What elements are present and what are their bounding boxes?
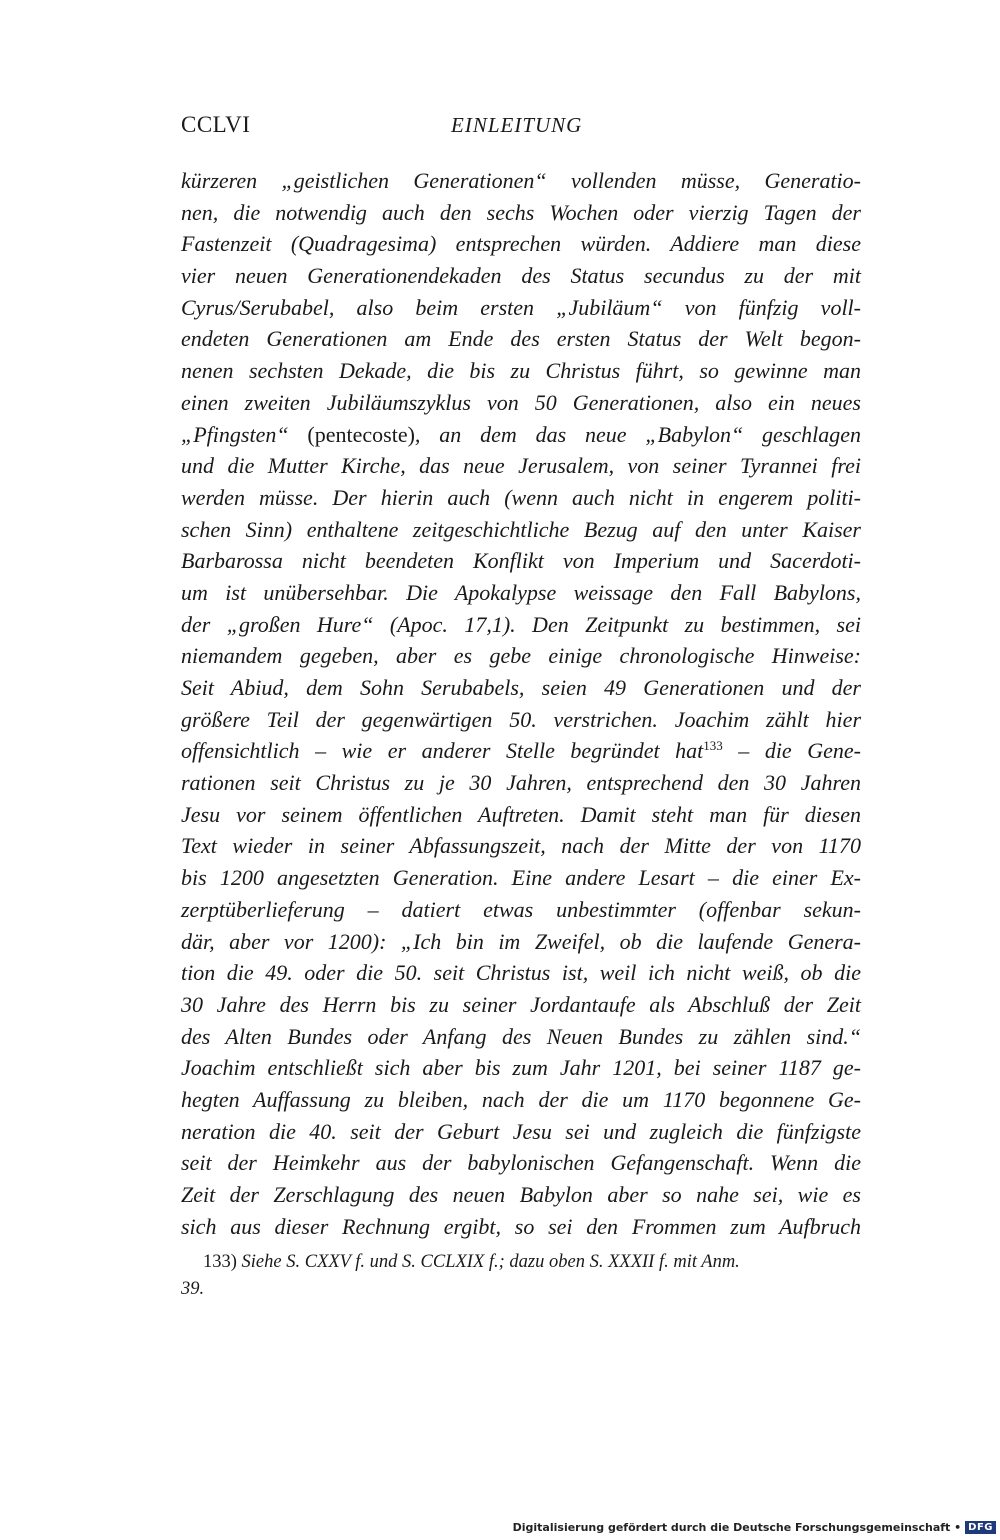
text-line: Jesu vor seinem öffentlichen Auftreten. Damit steht man für diesen xyxy=(181,801,861,827)
text-line: niemandem gegeben, aber es gebe einige chronologische Hinweise: xyxy=(181,643,861,669)
text-line: Barbarossa nicht beendeten Konflikt von Imperium und Sacerdoti- xyxy=(181,548,861,574)
text-segment: , an dem das neue „Babylon“ geschlagen xyxy=(414,421,861,447)
text-line: Zeit der Zerschlagung des neuen Babylon aber so nahe sei, wie es xyxy=(181,1182,861,1207)
footnote-line xyxy=(181,1276,861,1303)
text-line: Seit Abiud, dem Sohn Serubabels, seien 49 Generationen und der xyxy=(181,675,861,700)
text-line: nen, die notwendig auch den sechs Wochen oder vierzig Tagen der xyxy=(181,199,861,225)
footnote-line xyxy=(181,1249,861,1276)
text-line: der „großen Hure“ (Apoc. 17,1). Den Zeitpunkt zu bestimmen, sei xyxy=(181,611,861,637)
text-line: vier neuen Generationendekaden des Status secundus zu der mit xyxy=(181,263,861,289)
text-line: um ist unübersehbar. Die Apokalypse weissage den Fall Babylons, xyxy=(181,579,861,605)
footnote-number: 133) xyxy=(203,1252,237,1272)
text-segment: offensichtlich – wie er anderer Stelle begründet hat xyxy=(181,738,704,764)
text-line xyxy=(181,735,861,767)
text-line: größere Teil der gegenwärtigen 50. verstrichen. Joachim zählt hier xyxy=(181,706,861,732)
text-line: des Alten Bundes oder Anfang des Neuen Bundes zu zählen sind.“ xyxy=(181,1023,861,1049)
page-number: CCLVI xyxy=(181,112,251,137)
text-line: Fastenzeit (Quadragesima) entsprechen würden. Addiere man diese xyxy=(181,231,861,257)
text-line: där, aber vor 1200): „Ich bin im Zweifel, ob die laufende Genera- xyxy=(181,928,861,954)
text-line: sich aus dieser Rechnung ergibt, so sei den Frommen zum Aufbruch xyxy=(181,1213,861,1239)
footnote xyxy=(181,1249,861,1303)
body-text xyxy=(181,165,861,1242)
text-line: Cyrus/Serubabel, also beim ersten „Jubiläum“ von fünfzig voll- xyxy=(181,294,861,320)
dfg-logo: DFG xyxy=(965,1521,996,1534)
text-line: kürzeren „geistlichen Generationen“ vollenden müsse, Generatio- xyxy=(181,168,861,193)
text-line: neration die 40. seit der Geburt Jesu sei und zugleich die fünfzigste xyxy=(181,1118,861,1144)
text-line: hegten Auffassung zu bleiben, nach der die um 1170 begonnene Ge- xyxy=(181,1086,861,1112)
text-line: endeten Generationen am Ende des ersten Status der Welt begon- xyxy=(181,326,861,352)
running-head: EINLEITUNG xyxy=(451,113,583,137)
footnote-reference[interactable]: 133 xyxy=(703,738,723,754)
text-line: seit der Heimkehr aus der babylonischen Gefangenschaft. Wenn die xyxy=(181,1150,861,1176)
text-segment: – die Gene- xyxy=(722,738,861,764)
text-line: schen Sinn) enthaltene zeitgeschichtliche Bezug auf den unter Kaiser xyxy=(181,516,861,542)
text-line: rationen seit Christus zu je 30 Jahren, entsprechend den 30 Jahren xyxy=(181,770,861,796)
text-line: 30 Jahre des Herrn bis zu seiner Jordantaufe als Abschluß der Zeit xyxy=(181,991,861,1017)
text-line xyxy=(181,419,861,451)
page-header xyxy=(181,112,861,144)
text-segment-upright: (pentecoste) xyxy=(307,421,415,447)
credit-text: Digitalisierung gefördert durch die Deutsche Forschungsgemeinschaft • xyxy=(512,1521,962,1534)
text-line: werden müsse. Der hierin auch (wenn auch nicht in engerem politi- xyxy=(181,484,861,510)
text-line: Joachim entschließt sich aber bis zum Jahr 1201, bei seiner 1187 ge- xyxy=(181,1055,861,1081)
text-line: einen zweiten Jubiläumszyklus von 50 Generationen, also ein neues xyxy=(181,389,861,415)
text-line: nenen sechsten Dekade, die bis zu Christus führt, so gewinne man xyxy=(181,358,861,384)
footnote-text: 39. xyxy=(181,1279,205,1299)
text-line: bis 1200 angesetzten Generation. Eine andere Lesart – die einer Ex- xyxy=(181,865,861,891)
text-segment: „Pfingsten“ xyxy=(181,421,308,447)
footnote-text: Siehe S. CXXV f. und S. CCLXIX f.; dazu oben S. XXXII f. mit Anm. xyxy=(241,1252,740,1272)
text-line: zerptüberlieferung – datiert etwas unbestimmter (offenbar sekun- xyxy=(181,896,861,922)
digitization-credit xyxy=(513,1521,996,1534)
text-line: Text wieder in seiner Abfassungszeit, nach der Mitte der von 1170 xyxy=(181,833,861,859)
text-line: und die Mutter Kirche, das neue Jerusalem, von seiner Tyrannei frei xyxy=(181,453,861,479)
text-line: tion die 49. oder die 50. seit Christus ist, weil ich nicht weiß, ob die xyxy=(181,960,861,986)
